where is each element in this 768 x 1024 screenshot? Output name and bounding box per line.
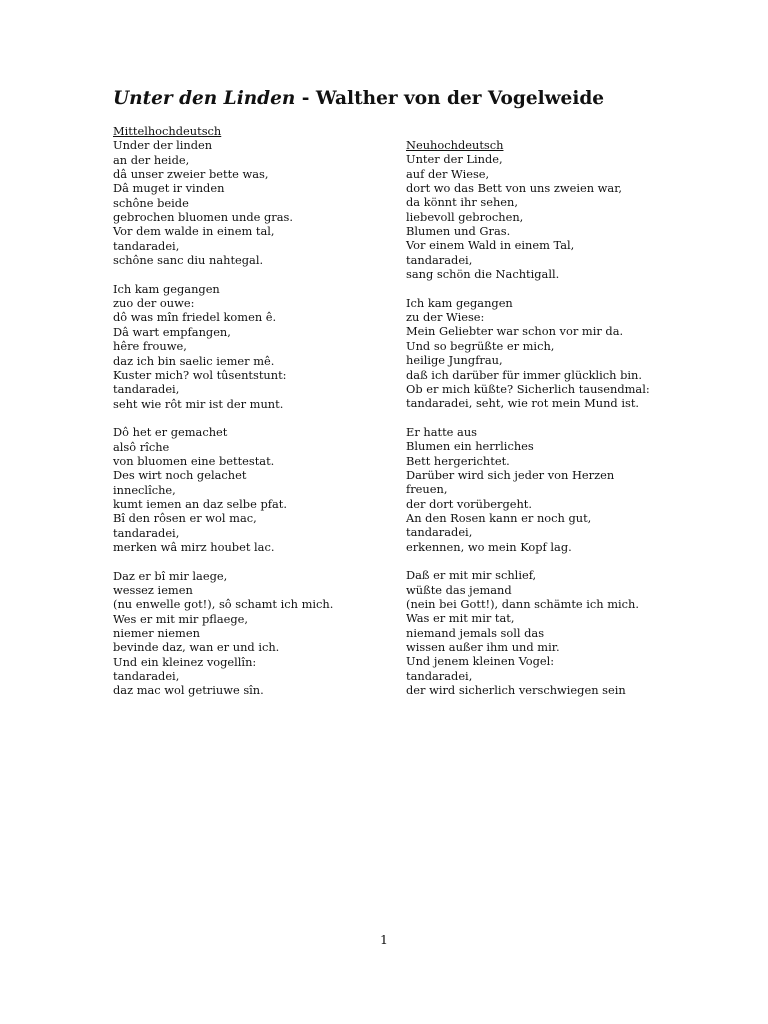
stanza <box>113 138 413 267</box>
verse-line: Des wirt noch gelachet <box>113 468 247 483</box>
verse-line: Bett hergerichtet. <box>406 453 510 468</box>
verse-line: Blumen ein herrliches <box>406 439 534 454</box>
verse-line: hêre frouwe, <box>113 339 187 354</box>
verse-line: wessez iemen <box>113 583 193 597</box>
verse-line: zu der Wiese: <box>406 310 485 325</box>
verse-line: seht wie rôt mir ist der munt. <box>113 396 284 411</box>
verse-line: tandaradei, <box>113 382 180 397</box>
verse-line: tandaradei, seht, wie rot mein Mund ist. <box>406 396 640 411</box>
right-stanzas <box>406 152 706 697</box>
verse-line: Vor einem Wald in einem Tal, <box>406 238 575 253</box>
title-separator: - <box>295 88 316 109</box>
stanza <box>406 568 706 697</box>
verse-line: der wird sicherlich verschwiegen sein <box>406 683 626 698</box>
verse-line: Vor dem walde in einem tal, <box>113 224 275 239</box>
poem-title: Unter den Linden <box>113 88 296 109</box>
verse-line: Blumen und Gras. <box>406 224 511 239</box>
stanza <box>113 282 413 411</box>
verse-line: schône beide <box>113 195 189 210</box>
stanza <box>406 152 706 281</box>
verse-line: liebevoll gebrochen, <box>406 209 524 224</box>
verse-line: Dâ muget ir vinden <box>113 181 225 196</box>
verse-line: Daz er bî mir laege, <box>113 568 228 583</box>
verse-line: Bî den rôsen er wol mac, <box>113 511 257 526</box>
stanza <box>406 425 706 554</box>
verse-line: (nu enwelle got!), sô schamt ich mich. <box>113 597 334 612</box>
verse-line: dâ unser zweier bette was, <box>113 167 269 182</box>
verse-line: an der heide, <box>113 152 190 167</box>
poem-author: Walther von der Vogelweide <box>315 88 605 109</box>
verse-line: tandaradei, <box>406 252 473 267</box>
verse-line: tandaradei, <box>113 669 180 684</box>
verse-line: Dâ wart empfangen, <box>113 324 231 339</box>
verse-line: tandaradei, <box>406 668 473 683</box>
verse-line: Und ein kleinez vogellîn: <box>113 654 257 669</box>
verse-line: daß ich darüber für immer glücklich bin. <box>406 367 642 382</box>
verse-line: dô was mîn friedel komen ê. <box>113 310 277 325</box>
verse-line: Ich kam gegangen <box>406 295 513 310</box>
left-stanzas <box>113 138 413 697</box>
verse-line: Er hatte aus <box>406 424 477 439</box>
verse-line: Mein Geliebter war schon vor mir da. <box>406 324 624 339</box>
verse-line: bevinde daz, wan er und ich. <box>113 640 280 655</box>
verse-line: heilige Jungfrau, <box>406 353 503 368</box>
verse-line: (nein bei Gott!), dann schämte ich mich. <box>406 597 640 611</box>
verse-line: alsô rîche <box>113 439 170 454</box>
verse-line: gebrochen bluomen unde gras. <box>113 210 293 225</box>
verse-line: da könnt ihr sehen, <box>406 195 518 210</box>
verse-line: niemand jemals soll das <box>406 625 545 640</box>
verse-line: An den Rosen kann er noch gut, <box>406 510 592 525</box>
stanza <box>406 296 706 411</box>
stanza <box>113 569 413 698</box>
verse-line: tandaradei, <box>113 238 180 253</box>
verse-line: Under der linden <box>113 138 213 153</box>
page-number: 1 <box>380 932 388 947</box>
verse-line: Kuster mich? wol tûsentstunt: <box>113 367 287 382</box>
verse-line: kumt iemen an daz selbe pfat. <box>113 496 287 511</box>
verse-line: daz ich bin saelic iemer mê. <box>113 353 275 368</box>
verse-line: merken wâ mirz houbet lac. <box>113 539 275 554</box>
verse-line: sang schön die Nachtigall. <box>406 267 560 282</box>
verse-line: tandaradei, <box>113 525 180 540</box>
verse-line: auf der Wiese, <box>406 166 490 181</box>
verse-line: Darüber wird sich jeder von Herzen <box>406 467 615 482</box>
page-title <box>113 88 604 109</box>
verse-line: daz mac wol getriuwe sîn. <box>113 683 264 698</box>
verse-line: Ob er mich küßte? Sicherlich tausendmal: <box>406 381 650 396</box>
verse-line: Wes er mit mir pflaege, <box>113 611 249 626</box>
verse-line: Und so begrüßte er mich, <box>406 338 555 353</box>
verse-line: wissen außer ihm und mir. <box>406 640 560 655</box>
verse-line: Daß er mit mir schlief, <box>406 568 537 583</box>
column-heading-middle-high-german: Mittelhochdeutsch <box>113 124 222 138</box>
verse-line: Unter der Linde, <box>406 152 503 167</box>
verse-line: wüßte das jemand <box>406 582 512 597</box>
verse-line: schône sanc diu nahtegal. <box>113 253 264 268</box>
verse-line: Und jenem kleinen Vogel: <box>406 654 555 669</box>
verse-line: inneclîche, <box>113 482 176 497</box>
column-heading-new-high-german: Neuhochdeutsch <box>406 138 504 152</box>
verse-line: erkennen, wo mein Kopf lag. <box>406 539 572 554</box>
verse-line: der dort vorübergeht. <box>406 496 533 511</box>
verse-line: tandaradei, <box>406 525 473 540</box>
verse-line: freuen, <box>406 482 448 497</box>
verse-line: dort wo das Bett von uns zweien war, <box>406 181 623 196</box>
middle-high-german-column <box>113 124 413 712</box>
new-high-german-column <box>406 138 706 712</box>
verse-line: niemer niemen <box>113 626 200 641</box>
verse-line: Ich kam gegangen <box>113 281 220 296</box>
verse-line: zuo der ouwe: <box>113 296 195 311</box>
verse-line: Was er mit mir tat, <box>406 611 515 626</box>
verse-line: von bluomen eine bettestat. <box>113 453 275 468</box>
verse-line: Dô het er gemachet <box>113 425 228 440</box>
stanza <box>113 425 413 554</box>
